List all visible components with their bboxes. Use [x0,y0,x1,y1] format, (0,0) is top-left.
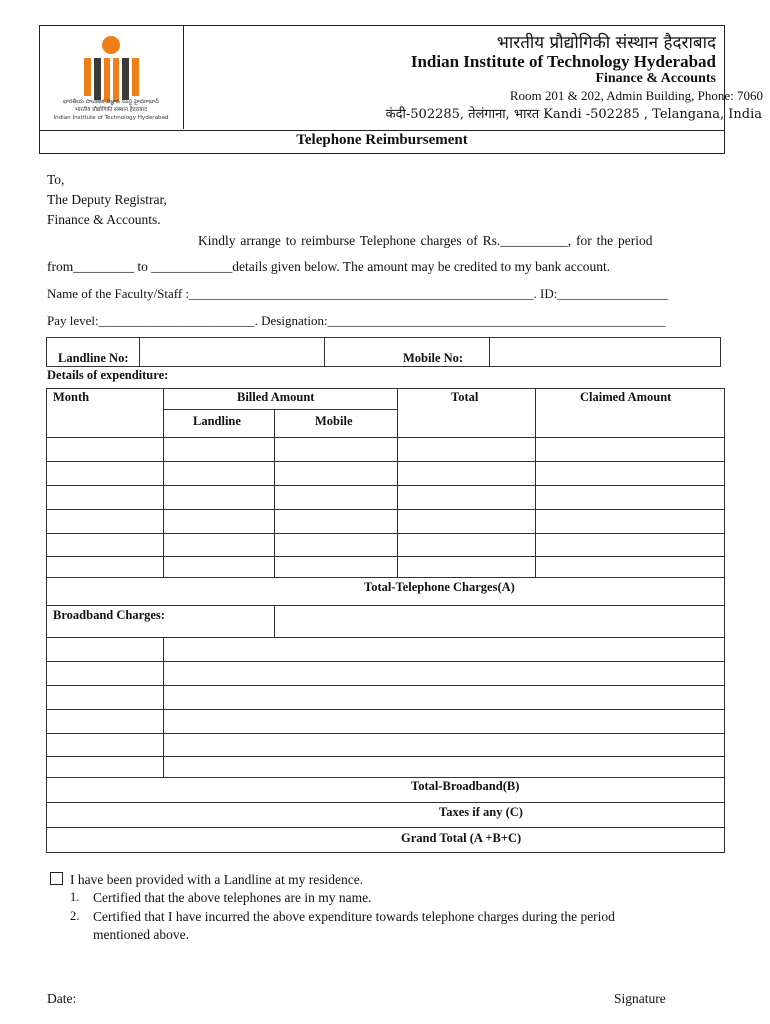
total-broadband-row [46,777,725,803]
broadband-row-5-cell-2[interactable] [163,733,725,757]
certification-2-continued: mentioned above. [93,927,189,942]
col-mobile: Mobile [315,414,353,428]
mobile-input-cell[interactable] [489,337,721,367]
address-line-1: Room 201 & 202, Admin Building, Phone: 7060 [509,88,763,103]
telephone-row-2-cell-1[interactable] [46,461,164,486]
telephone-row-6-cell-3[interactable] [274,556,398,578]
col-month: Month [53,390,90,404]
broadband-value-cell[interactable] [274,605,725,638]
broadband-row-1-cell-2[interactable] [163,637,725,662]
telephone-row-1-cell-4[interactable] [397,437,536,462]
telephone-row-3-cell-2[interactable] [163,485,275,510]
telephone-row-6-cell-5[interactable] [535,556,725,578]
broadband-row-6-cell-2[interactable] [163,756,725,778]
telephone-row-5-cell-3[interactable] [274,533,398,557]
broadband-row-3-cell-1[interactable] [46,685,164,710]
telephone-row-6-cell-2[interactable] [163,556,275,578]
telephone-row-4-cell-4[interactable] [397,509,536,534]
broadband-row-5-cell-1[interactable] [46,733,164,757]
landline-input-cell[interactable] [139,337,325,367]
signature-label: Signature [614,991,666,1006]
mobile-label: Mobile No: [403,351,464,365]
letter-dept: Finance & Accounts. [47,212,161,227]
letter-recipient: The Deputy Registrar, [47,192,167,207]
letter-para1: Kindly arrange to reimburse Telephone charges of Rs.__________, for the period [198,233,653,248]
telephone-row-1-cell-3[interactable] [274,437,398,462]
total-telephone-label: Total-Telephone Charges(A) [364,580,515,594]
telephone-row-4-cell-3[interactable] [274,509,398,534]
broadband-row-1-cell-1[interactable] [46,637,164,662]
letter-para2: from_________ to ____________details given below. The amount may be credited to my bank account. [47,259,611,274]
grand-total-label: Grand Total (A +B+C) [401,831,522,845]
name-id-line: Name of the Faculty/Staff :_____________________________________________________. ID:_________________ [47,286,668,301]
broadband-row-6-cell-1[interactable] [46,756,164,778]
hindi-institute-name: भारतीय प्रौद्योगिकी संस्थान हैदराबाद [496,33,716,53]
logo-text-telugu: భారతీయ సాంకేతిక విజ్ఞాన సంస్థ హైదరాబాద్ [63,99,159,105]
pay-designation-line: Pay level:________________________. Designation:____________________________________________________ [47,313,666,328]
telephone-row-5-cell-4[interactable] [397,533,536,557]
institute-name: Indian Institute of Technology Hyderabad [410,52,716,71]
broadband-row-3-cell-2[interactable] [163,685,725,710]
telephone-row-6-cell-4[interactable] [397,556,536,578]
taxes-label: Taxes if any (C) [439,805,523,819]
telephone-row-5-cell-5[interactable] [535,533,725,557]
certification-1: Certified that the above telephones are in my name. [93,890,372,905]
item-2-number: 2. [70,909,80,923]
broadband-row-4-cell-1[interactable] [46,709,164,734]
form-title: Telephone Reimbursement [296,132,468,148]
landline-label: Landline No: [58,351,129,365]
taxes-row [46,802,725,828]
telephone-row-4-cell-2[interactable] [163,509,275,534]
broadband-row-2-cell-2[interactable] [163,661,725,686]
broadband-row-2-cell-1[interactable] [46,661,164,686]
telephone-row-1-cell-1[interactable] [46,437,164,462]
landline-declaration: I have been provided with a Landline at my residence. [70,872,364,887]
logo-cell [39,25,184,129]
telephone-row-6-cell-1[interactable] [46,556,164,578]
landline-checkbox[interactable] [50,872,63,885]
logo-text-hindi: भारतीय प्रौद्योगिकी संस्थान हैदराबाद [74,107,148,113]
telephone-row-2-cell-4[interactable] [397,461,536,486]
date-label: Date: [47,991,77,1006]
department-name: Finance & Accounts [595,71,716,86]
item-1-number: 1. [70,890,80,904]
broadband-label: Broadband Charges: [53,608,165,622]
telephone-row-5-cell-1[interactable] [46,533,164,557]
telephone-row-2-cell-3[interactable] [274,461,398,486]
col-total: Total [451,390,479,404]
telephone-row-4-cell-5[interactable] [535,509,725,534]
telephone-row-3-cell-3[interactable] [274,485,398,510]
telephone-row-5-cell-2[interactable] [163,533,275,557]
address-line-2: कंदी-502285, तेलंगाना, भारत Kandi -502285 , Telangana, India [385,107,762,122]
telephone-row-4-cell-1[interactable] [46,509,164,534]
grand-total-row [46,827,725,853]
telephone-row-3-cell-4[interactable] [397,485,536,510]
col-claimed-amount: Claimed Amount [580,390,672,404]
certification-2: Certified that I have incurred the above expenditure towards telephone charges during the period [93,909,615,924]
expenditure-section-label: Details of expenditure: [47,368,169,382]
telephone-row-2-cell-5[interactable] [535,461,725,486]
telephone-row-1-cell-2[interactable] [163,437,275,462]
telephone-row-3-cell-5[interactable] [535,485,725,510]
col-billed-amount: Billed Amount [237,390,315,404]
logo-text-english: Indian Institute of Technology Hyderabad [53,115,169,121]
col-landline: Landline [193,414,241,428]
total-broadband-label: Total-Broadband(B) [411,779,520,793]
telephone-row-2-cell-2[interactable] [163,461,275,486]
broadband-row-4-cell-2[interactable] [163,709,725,734]
telephone-row-1-cell-5[interactable] [535,437,725,462]
telephone-row-3-cell-1[interactable] [46,485,164,510]
letter-to: To, [47,172,65,187]
